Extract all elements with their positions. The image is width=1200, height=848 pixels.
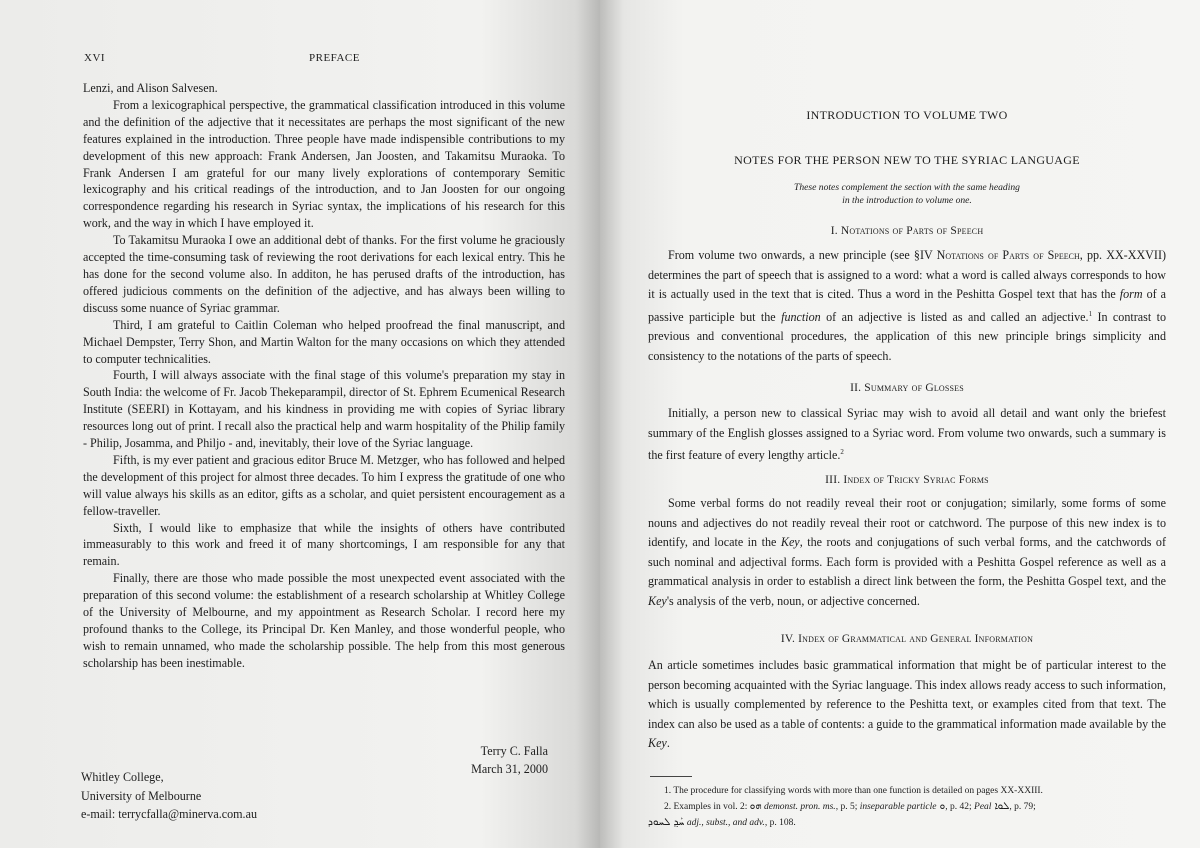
text-run: . [666,736,670,751]
paragraph [648,494,1166,612]
paragraph [648,656,1166,754]
text-run: , p. 42; [945,802,975,812]
text-run: of a passive participle but the [648,287,1166,324]
section-1-body [648,246,1166,367]
right-page [600,0,1200,848]
emphasis: adj., subst., and adv. [684,818,765,828]
emphasis: Key [780,535,800,550]
chapter-subtitle: NOTES FOR THE PERSON NEW TO THE SYRIAC LANGUAGE [734,153,1080,167]
address-line: University of Melbourne [81,788,202,803]
section-heading-2: II. Summary of Glosses [850,382,964,394]
italic-note [648,181,1166,207]
footnote-1: 1. The procedure for classifying words with more than one function is detailed on pages XX-XXIII. [664,786,1043,796]
note-line: These notes complement the section with the same heading [794,182,1020,193]
opening-line: Lenzi, and Alison Salvesen. [83,81,218,95]
text-run: Initially, a person new to classical Syriac may wish to avoid all detail and want only the briefest summary of the English glosses assigned to a Syriac word. From volume two onwards, such a summary is the first feature of every lengthy article. [648,406,1166,463]
paragraph: Fourth, I will always associate with the final stage of this volume's preparation my stay in South India: the welcome of Fr. Jacob Thekeparampil, director of St. Ephrem Ecumenical Research Institute (SEERI) in Kottayam, and his kindness in providing me with copies of Syriac library resources long out of print. I recall also the practical help and warm hospitality of the Philip family - Philip, Josamma, and Philjo - and, inevitably, their love of the Syriac language. [83,368,565,451]
emphasis: function [781,309,821,324]
syriac-word: ܚܰܕ݂ ܠܚܘܕ [648,817,685,828]
signature-date: March 31, 2000 [471,762,548,776]
note-line: in the introduction to volume one. [842,195,972,206]
running-head: PREFACE [309,52,360,64]
text-run: , p. 5; [835,802,860,812]
small-caps-reference: Notations of Parts of Speech [936,248,1080,262]
text-run: An article sometimes includes basic grammatical information that might be of particular interest to the person becoming acquainted with the Syriac language. This index allows ready access to such information, which is usually complemented by reference to the Peshitta text, or examples cited from that text. The index can also be used as a table of contents: a guide to the grammatical information made available by the [648,658,1166,731]
section-3-body [648,494,1166,612]
syriac-word: ܘ [936,801,946,812]
emphasis: inseparable particle [859,802,937,812]
paragraph: Third, I am grateful to Caitlin Coleman who helped proofread the final manuscript, and Michael Dempster, Terry Shon, and Martin Walton for the many occasions on which they attended to computer technicalities. [83,317,565,366]
emphasis: form [1119,287,1143,302]
address-block [81,768,257,824]
chapter-title: INTRODUCTION TO VOLUME TWO [806,108,1008,122]
syriac-word: ܗܘ [749,801,762,812]
footnote-divider [650,776,692,777]
paragraph [648,404,1166,466]
paragraph: Fifth, is my ever patient and gracious editor Bruce M. Metzger, who has followed and helped the development of this project for almost three decades. To him I express the gratitude of one who will value always his skills as an editor, gifts as a scholar, and quiet persistent encouragement as a fellow-traveller. [83,452,565,518]
paragraph: Sixth, I would like to emphasize that while the insights of others have contributed immeasurably to this work and freed it of many shortcomings, I am responsible for any that remain. [83,520,565,569]
text-run: 2. Examples in vol. 2: [664,802,750,812]
text-run: , pp. XX-XXVII) determines the part of speech that is assigned to a word: what a word is called always corresponds to how it is actually used in the text that is cited. Thus a word in the Peshitta Gospel text that has the [648,248,1166,302]
text-run: In contrast to previous and conventional procedures, the application of this new principle brings simplicity and consistency to the notations of the parts of speech. [648,309,1167,363]
text-run: , p. 108. [764,818,796,828]
text-run: From volume two onwards, a new principle (see §IV [668,248,937,262]
footnote-marker: 2 [840,448,844,457]
section-heading-4: IV. Index of Grammatical and General Information [780,633,1034,645]
section-2-body [648,404,1166,466]
text-run: of an adjective is listed as and called an adjective. [820,309,1089,324]
email-line: e-mail: terrycfalla@minerva.com.au [81,807,257,821]
section-heading-1: I. Notations of Parts of Speech [830,225,984,237]
text-run: , the roots and conjugations of such verbal forms, and the catchwords of such nominal and adjectival forms. Each form is provided with a Peshitta Gospel reference as well as a grammatical analysis in order to establish a direct link between the form, the Peshitta Gospel text, and the [648,535,1167,589]
paragraph: From a lexicographical perspective, the grammatical classification introduced in this volume and the definition of the adjective that it necessitates are perhaps the most significant of the new features explained in the introduction. Three people have made indispensible contributions to my development of this new approach: Frank Andersen, Jan Joosten, and Takamitsu Muraoka. To Frank Andersen I am grateful for our many lively explorations of contemporary Semitic lexicography and his critical readings of the introduction, and to Jan Joosten for our ongoing correspondence regarding his research in Syriac syntax, the implications of his research for this work, and the way in which I have employed it. [83,97,565,231]
emphasis: Key [648,736,667,751]
emphasis: Key [648,593,667,608]
section-4-body [648,656,1166,754]
emphasis: demonst. pron. ms. [761,802,836,812]
text-run: 's analysis of the verb, noun, or adjective concerned. [666,593,920,608]
footnote-2 [648,799,1166,831]
signature-name: Terry C. Falla [480,744,548,758]
section-heading-3: III. Index of Tricky Syriac Forms [825,474,989,486]
footnote-marker: 1 [1088,309,1093,318]
emphasis: Peal [974,802,992,812]
paragraph: To Takamitsu Muraoka I owe an additional debt of thanks. For the first volume he graciously accepted the time-consuming task of reviewing the root derivations for each lexical entry. This he has done for the second volume also. In additon, he has perused drafts of the introduction, has offered judicious comments on the definition of the adjective, and has always been willing to discuss some nuance of Syriac grammar. [83,233,565,315]
syriac-word: ܠܘܐ [991,801,1010,812]
footnotes [648,784,1166,831]
paragraph: Finally, there are those who made possible the most unexpected event associated with the preparation of this second volume: the establishment of a research scholarship at Whitley College of the University of Melbourne, and my appointment as Research Scholar. I record here my profound thanks to the College, its Principal Dr. Ken Manley, and those wonderful people, who wish to remain unnamed, who made the scholarship possible. The help from this most generous scholarship has been inestimable. [83,571,565,670]
address-line: Whitley College, [81,770,164,784]
preface-body [83,80,565,672]
paragraph [648,246,1166,367]
page-number: XVI [84,52,106,64]
text-run: Some verbal forms do not readily reveal their root or conjugation; similarly, some forms of some nouns and adjectives do not readily reveal their root or catchword. The purpose of this new index is to identify, and locate in the [648,496,1166,550]
text-run: , p. 79; [1009,802,1036,812]
